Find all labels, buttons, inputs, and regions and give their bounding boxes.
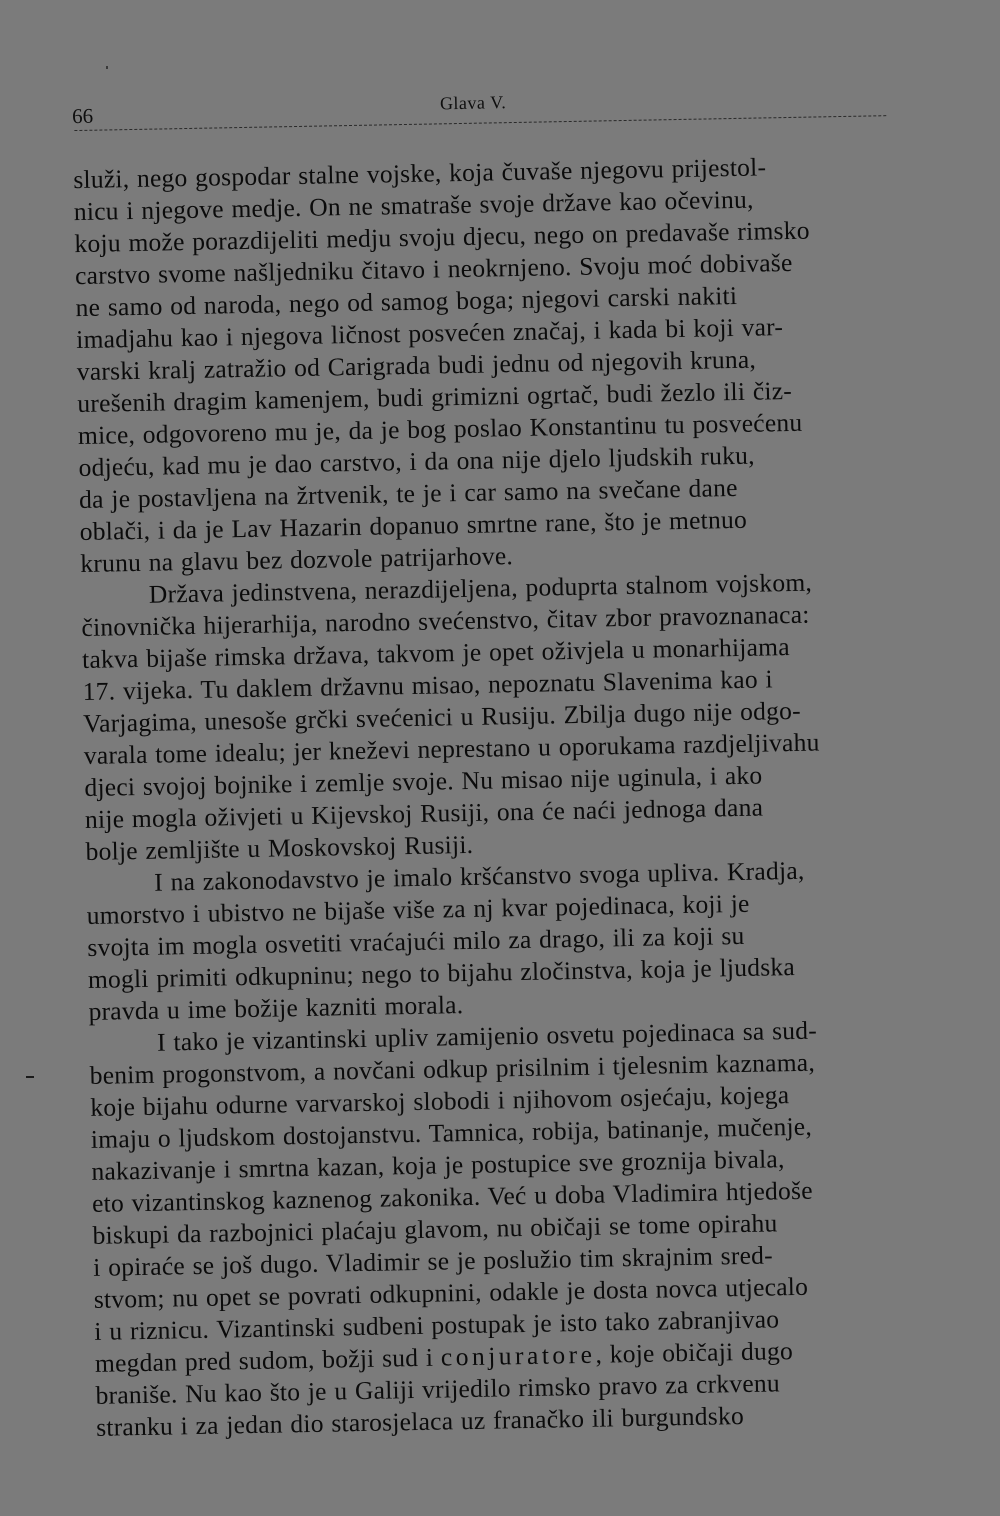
text-line: i u riznicu. Vizantinski sudbeni postupak je isto tako zabranjivao (94, 1304, 780, 1346)
text-line: 17. vijeka. Tu daklem državnu misao, nepoznatu Slavenima kao i (82, 664, 774, 707)
text-line: benim progonstvom, a novčani odkup prisilnim i tjelesnim kaznama, (89, 1047, 816, 1090)
text-line: bolje zemljište u Moskovskoj Rusiji. (85, 829, 474, 866)
text-line: takva bijaše rimska država, takvom je opet oživjela u monarhijama (81, 632, 791, 675)
text-line: i opiraće se još dugo. Vladimir se je poslužio tim skrajnim sred- (92, 1240, 774, 1282)
text-line: nije mogla oživjeti u Kijevskoj Rusiji, ona će naći jednoga dana (84, 792, 764, 834)
text-line: djeci svojoj bojnike i zemlje svoje. Nu misao nije uginula, i ako (84, 760, 763, 802)
text-line: mice, odgovoreno mu je, da je bog poslao Konstantinu tu posvećenu (77, 407, 803, 451)
text-line: koje bijahu odurne varvarskoj slobodi i njihovom osjećaju, kojega (90, 1080, 790, 1122)
text-line: ne samo od naroda, nego od samog boga; njegovi carski nakiti (75, 280, 738, 323)
running-head: Glava V. (439, 92, 507, 114)
paragraph-first-line: Država jedinstvena, nerazdijeljena, poduprta stalnom vojskom, (148, 567, 813, 609)
text-line: mogli primiti odkupninu; nego to bijahu zločinstva, koja je ljudska (87, 951, 796, 994)
text-line: služi, nego gospodar stalne vojske, koja čuvaše njegovu prijestol- (73, 152, 767, 195)
text-line: nakazivanje i smrtna kazan, koja je postupice sve groznija bivala, (91, 1144, 785, 1186)
text-line: nicu i njegove medje. On ne smatraše svoje države kao očevinu, (73, 184, 754, 227)
paragraph-first-line: I tako je vizantinski upliv zamijenio osvetu pojedinaca sa sud- (156, 1015, 818, 1057)
text-line: krunu na glavu bez dozvole patrijarhove. (80, 541, 514, 579)
text-line: varski kralj zatražio od Carigrada budi jednu od njegovih kruna, (76, 344, 757, 387)
text-line: Varjagima, unesoše grčki svećenici u Rusiju. Zbilja dugo nije odgo- (82, 695, 802, 738)
text-line: stranku i za jedan dio starosjelaca uz franačko ili burgundsko (95, 1401, 745, 1442)
emphasized-term: conjuratore (440, 1339, 596, 1372)
text-line: umorstvo i ubistvo ne bijaše više za nj kvar pojedinaca, koji je (86, 888, 750, 930)
text-line: oblači, i da je Lav Hazarin dopanuo smrtne rane, što je metnuo (79, 504, 748, 547)
page-number: 66 (71, 103, 94, 129)
header-rule (74, 115, 886, 131)
text-line: eto vizantinskog kaznenog zakonika. Već u doba Vladimira htjedoše (91, 1175, 814, 1218)
text-line: megdan pred sudom, božji sud i conjuratore, koje običaji dugo (94, 1336, 794, 1378)
paragraph-first-line: I na zakonodavstvo je imalo kršćanstvo svoga upliva. Kradja, (153, 855, 805, 897)
text-line: imaju o ljudskom dostojanstvu. Tamnica, robija, batinanje, mučenje, (90, 1111, 813, 1154)
text-line: pravda u ime božije kazniti morala. (88, 990, 464, 1026)
text-line: braniše. Nu kao što je u Galiji vrijedilo rimsko pravo za crkvenu (95, 1368, 781, 1410)
text-line: imadjahu kao i njegova ličnost posvećen značaj, i kada bi koji var- (75, 312, 784, 355)
text-line: biskupi da razbojnici plaćaju glavom, nu običaji se tome opirahu (92, 1208, 778, 1250)
text-line: stvom; nu opet se povrati odkupnini, odakle je dosta novca utjecalo (93, 1271, 809, 1314)
text-line: svojta im mogla osvetiti vraćajući milo za drago, ili za koji su (87, 920, 745, 962)
text-line: urešenih dragim kamenjem, budi grimizni ogrtač, budi žezlo ili čiz- (77, 375, 793, 419)
text-line: varala tome idealu; jer kneževi neprestano u oporukama razdjeljivahu (83, 727, 820, 770)
text-line: odjeću, kad mu je dao carstvo, i da ona nije djelo ljudskih ruku, (78, 440, 755, 483)
text-line: carstvo svome našljedniku čitavo i neokrnjeno. Svoju moć dobivaše (74, 247, 793, 291)
text-line: koju može porazdijeliti medju svoju djecu, nego on predavaše rimsko (74, 215, 810, 259)
text-line: da je postavljena na žrtvenik, te je i car samo na svečane dane (78, 472, 738, 515)
text-line: činovnička hijerarhija, narodno svećenstvo, čitav zbor pravoznanaca: (81, 599, 810, 643)
